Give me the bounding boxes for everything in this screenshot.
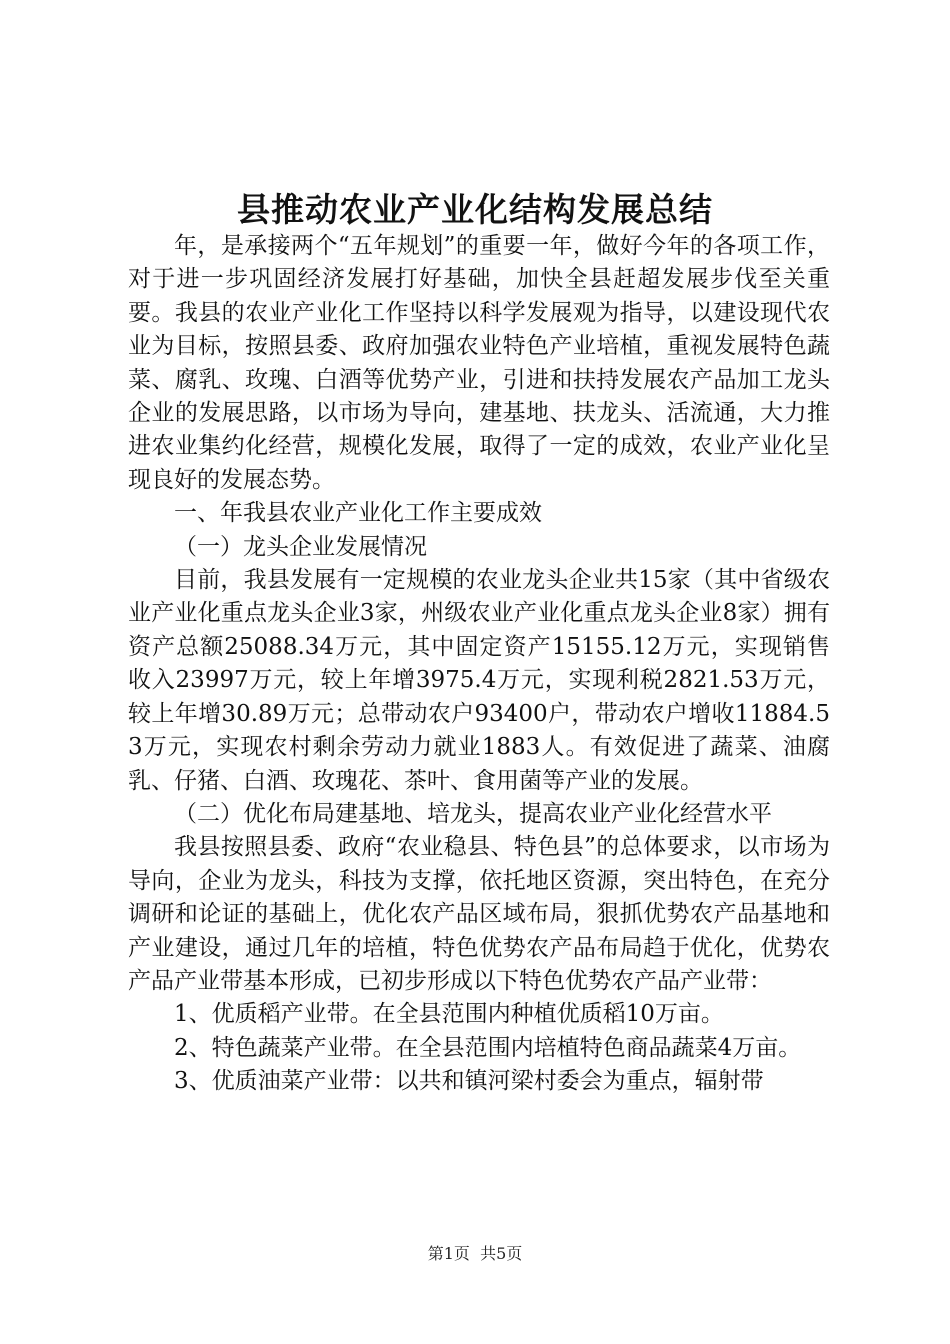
enterprise-paragraph: 目前，我县发展有一定规模的农业龙头企业共15家（其中省级农业产业化重点龙头企业3家，州级农业产业化重点龙头企业8家）拥有资产总额25088.34万元，其中固定资产15155.12万元，实现销售收入23997万元，较上年增3975.4万元，实现利税2821.53万元，较上年增30.89万元；总带动农户93400户，带动农户增收11884.53万元，实现农村剩余劳动力就业1883人。有效促进了蔬菜、油腐乳、仔猪、白酒、玫瑰花、茶叶、食用菌等产业的发展。 xyxy=(128,567,830,794)
subsection-heading-2: （二）优化布局建基地、培龙头，提高农业产业化经营水平 xyxy=(174,800,772,827)
section-heading-1: 一、年我县农业产业化工作主要成效 xyxy=(174,500,542,527)
list-item-vegetables: 2、特色蔬菜产业带。在全县范围内培植特色商品蔬菜4万亩。 xyxy=(174,1034,802,1061)
page-footer xyxy=(0,1244,950,1264)
subsection-heading-1: （一）龙头企业发展情况 xyxy=(174,533,427,560)
page-number: 第1页 共5页 xyxy=(427,1244,523,1263)
document-body xyxy=(128,230,830,1099)
layout-paragraph: 我县按照县委、政府“农业稳县、特色县”的总体要求，以市场为导向，企业为龙头，科技为支撑，依托地区资源，突出特色，在充分调研和论证的基础上，优化农产品区域布局，狠抓优势农产品基地和产业建设，通过几年的培植，特色优势农产品布局趋于优化，优势农产品产业带基本形成，已初步形成以下特色优势农产品产业带： xyxy=(128,834,830,994)
list-item-rice: 1、优质稻产业带。在全县范围内种植优质稻10万亩。 xyxy=(174,1001,724,1028)
document-title: 县推动农业产业化结构发展总结 xyxy=(237,190,713,229)
intro-paragraph: 年，是承接两个“五年规划”的重要一年，做好今年的各项工作，对于进一步巩固经济发展打好基础，加快全县赶超发展步伐至关重要。我县的农业产业化工作坚持以科学发展观为指导，以建设现代农业为目标，按照县委、政府加强农业特色产业培植，重视发展特色蔬菜、腐乳、玫瑰、白酒等优势产业，引进和扶持发展农产品加工龙头企业的发展思路，以市场为导向，建基地、扶龙头、活流通，大力推进农业集约化经营，规模化发展，取得了一定的成效，农业产业化呈现良好的发展态势。 xyxy=(128,233,830,493)
list-item-rapeseed: 3、优质油菜产业带：以共和镇河梁村委会为重点，辐射带 xyxy=(174,1068,764,1095)
